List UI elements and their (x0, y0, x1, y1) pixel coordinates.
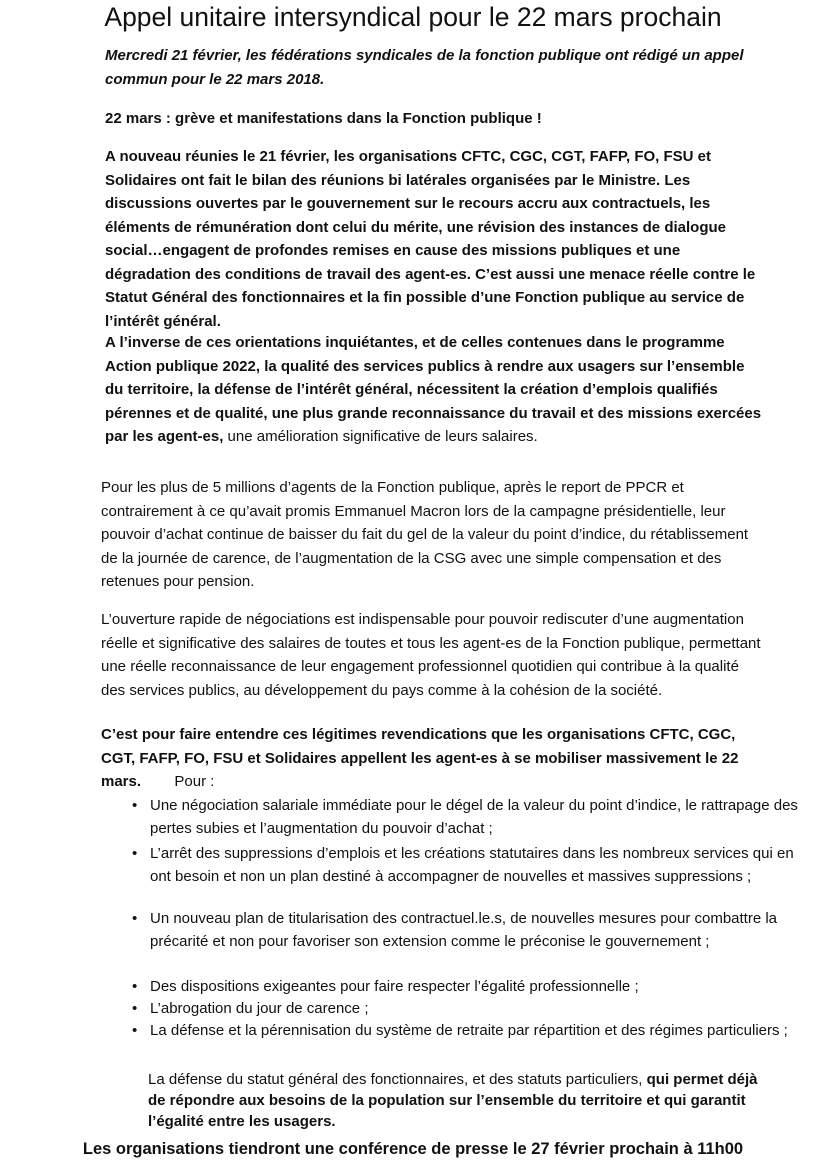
subheading: 22 mars : grève et manifestations dans la Fonction publique ! (105, 110, 542, 127)
paragraph-pouvoir-achat: Pour les plus de 5 millions d’agents de la Fonction publique, après le report de PPCR et contrairement à ce qu’avait promis Emmanuel Macron lors de la campagne présidentielle, leur pouvoir d’achat continue de baisser du fait du gel de la valeur du point d’indice, du rétablissement de la journée de carence, de l’augmentation de la CSG avec une simple compensation et des retenues pour pension. (101, 479, 749, 590)
statut-bold-text: qui permet déjà de répondre aux besoins de la population sur l’ensemble du territoire et qui garantit l’égalité entre les usagers. (148, 1071, 758, 1130)
appel-bold-text: C’est pour faire entendre ces légitimes revendications que les organisations CFTC, CGC, CGT, FAFP, FO, FSU et Solidaires appellent les agent-es à se mobiliser massivement le 22 mars. (101, 726, 739, 790)
page-title: Appel unitaire intersyndical pour le 22 mars prochain (104, 2, 722, 32)
paragraph-statut (148, 1069, 758, 1132)
list-item: • La défense et la pérennisation du système de retraite par répartition et des régimes particuliers ; (132, 1019, 802, 1065)
list-item: • L’arrêt des suppressions d’emplois et les créations statutaires dans les nombreux services qui en ont besoin et non un plan destiné à accompagner de nouvelles et massives suppressions ; (132, 842, 802, 907)
paragraph-appel (101, 723, 751, 794)
appel-pour-text: Pour : (174, 773, 215, 790)
demands-list (132, 794, 802, 1065)
orientations-bold-text: A l’inverse de ces orientations inquiétantes, et de celles contenues dans le programme Action publique 2022, la qualité des services publics à rendre aux usagers sur l’ensemble du territoire, la défense de l’intérêt général, nécessitent la création d’emplois qualifiés pérennes et de qualité, une plus grande reconnaissance du travail et des missions exercées par les agent-es, (105, 334, 762, 445)
list-item: • L’abrogation du jour de carence ; (132, 997, 802, 1019)
statut-normal-text: La défense du statut général des fonctionnaires, et des statuts particuliers, (148, 1071, 643, 1088)
paragraph-orientations (105, 331, 765, 449)
list-item: • Un nouveau plan de titularisation des contractuel.le.s, de nouvelles mesures pour combattre la précarité et non pour favoriser son extension comme le préconise le gouvernement ; (132, 907, 802, 975)
intro-paragraph: Mercredi 21 février, les fédérations syndicales de la fonction publique ont rédigé un appel commun pour le 22 mars 2018. (105, 47, 744, 88)
paragraph-bilan: A nouveau réunies le 21 février, les organisations CFTC, CGC, CGT, FAFP, FO, FSU et Solidaires ont fait le bilan des réunions bi latérales organisées par le Ministre. Les discussions ouvertes par le gouvernement sur le recours accru aux contractuels, les éléments de rémunération dont celui du mérite, une révision des instances de dialogue social…engagent de profondes remises en cause des missions publiques et une dégradation des conditions de travail des agent-es. C’est aussi une menace réelle contre le Statut Général des fonctionnaires et la fin possible d’une Fonction publique au service de l’intérêt général. (105, 148, 756, 330)
press-conference-note: Les organisations tiendront une conférence de presse le 27 février prochain à 11h00 (82, 1140, 744, 1158)
list-item: • Une négociation salariale immédiate pour le dégel de la valeur du point d’indice, le rattrapage des pertes subies et l’augmentation du pouvoir d’achat ; (132, 794, 802, 842)
paragraph-negociations: L’ouverture rapide de négociations est indispensable pour pouvoir rediscuter d’une augmentation réelle et significative des salaires de toutes et tous les agent-es de la Fonction publique, permettant une réelle reconnaissance de leur engagement professionnel quotidien qui contribue à la qualité des services publics, au développement du pays comme à la cohésion de la société. (101, 611, 761, 699)
orientations-normal-text: une amélioration significative de leurs salaires. (223, 428, 538, 445)
list-item: • Des dispositions exigeantes pour faire respecter l’égalité professionnelle ; (132, 975, 802, 997)
